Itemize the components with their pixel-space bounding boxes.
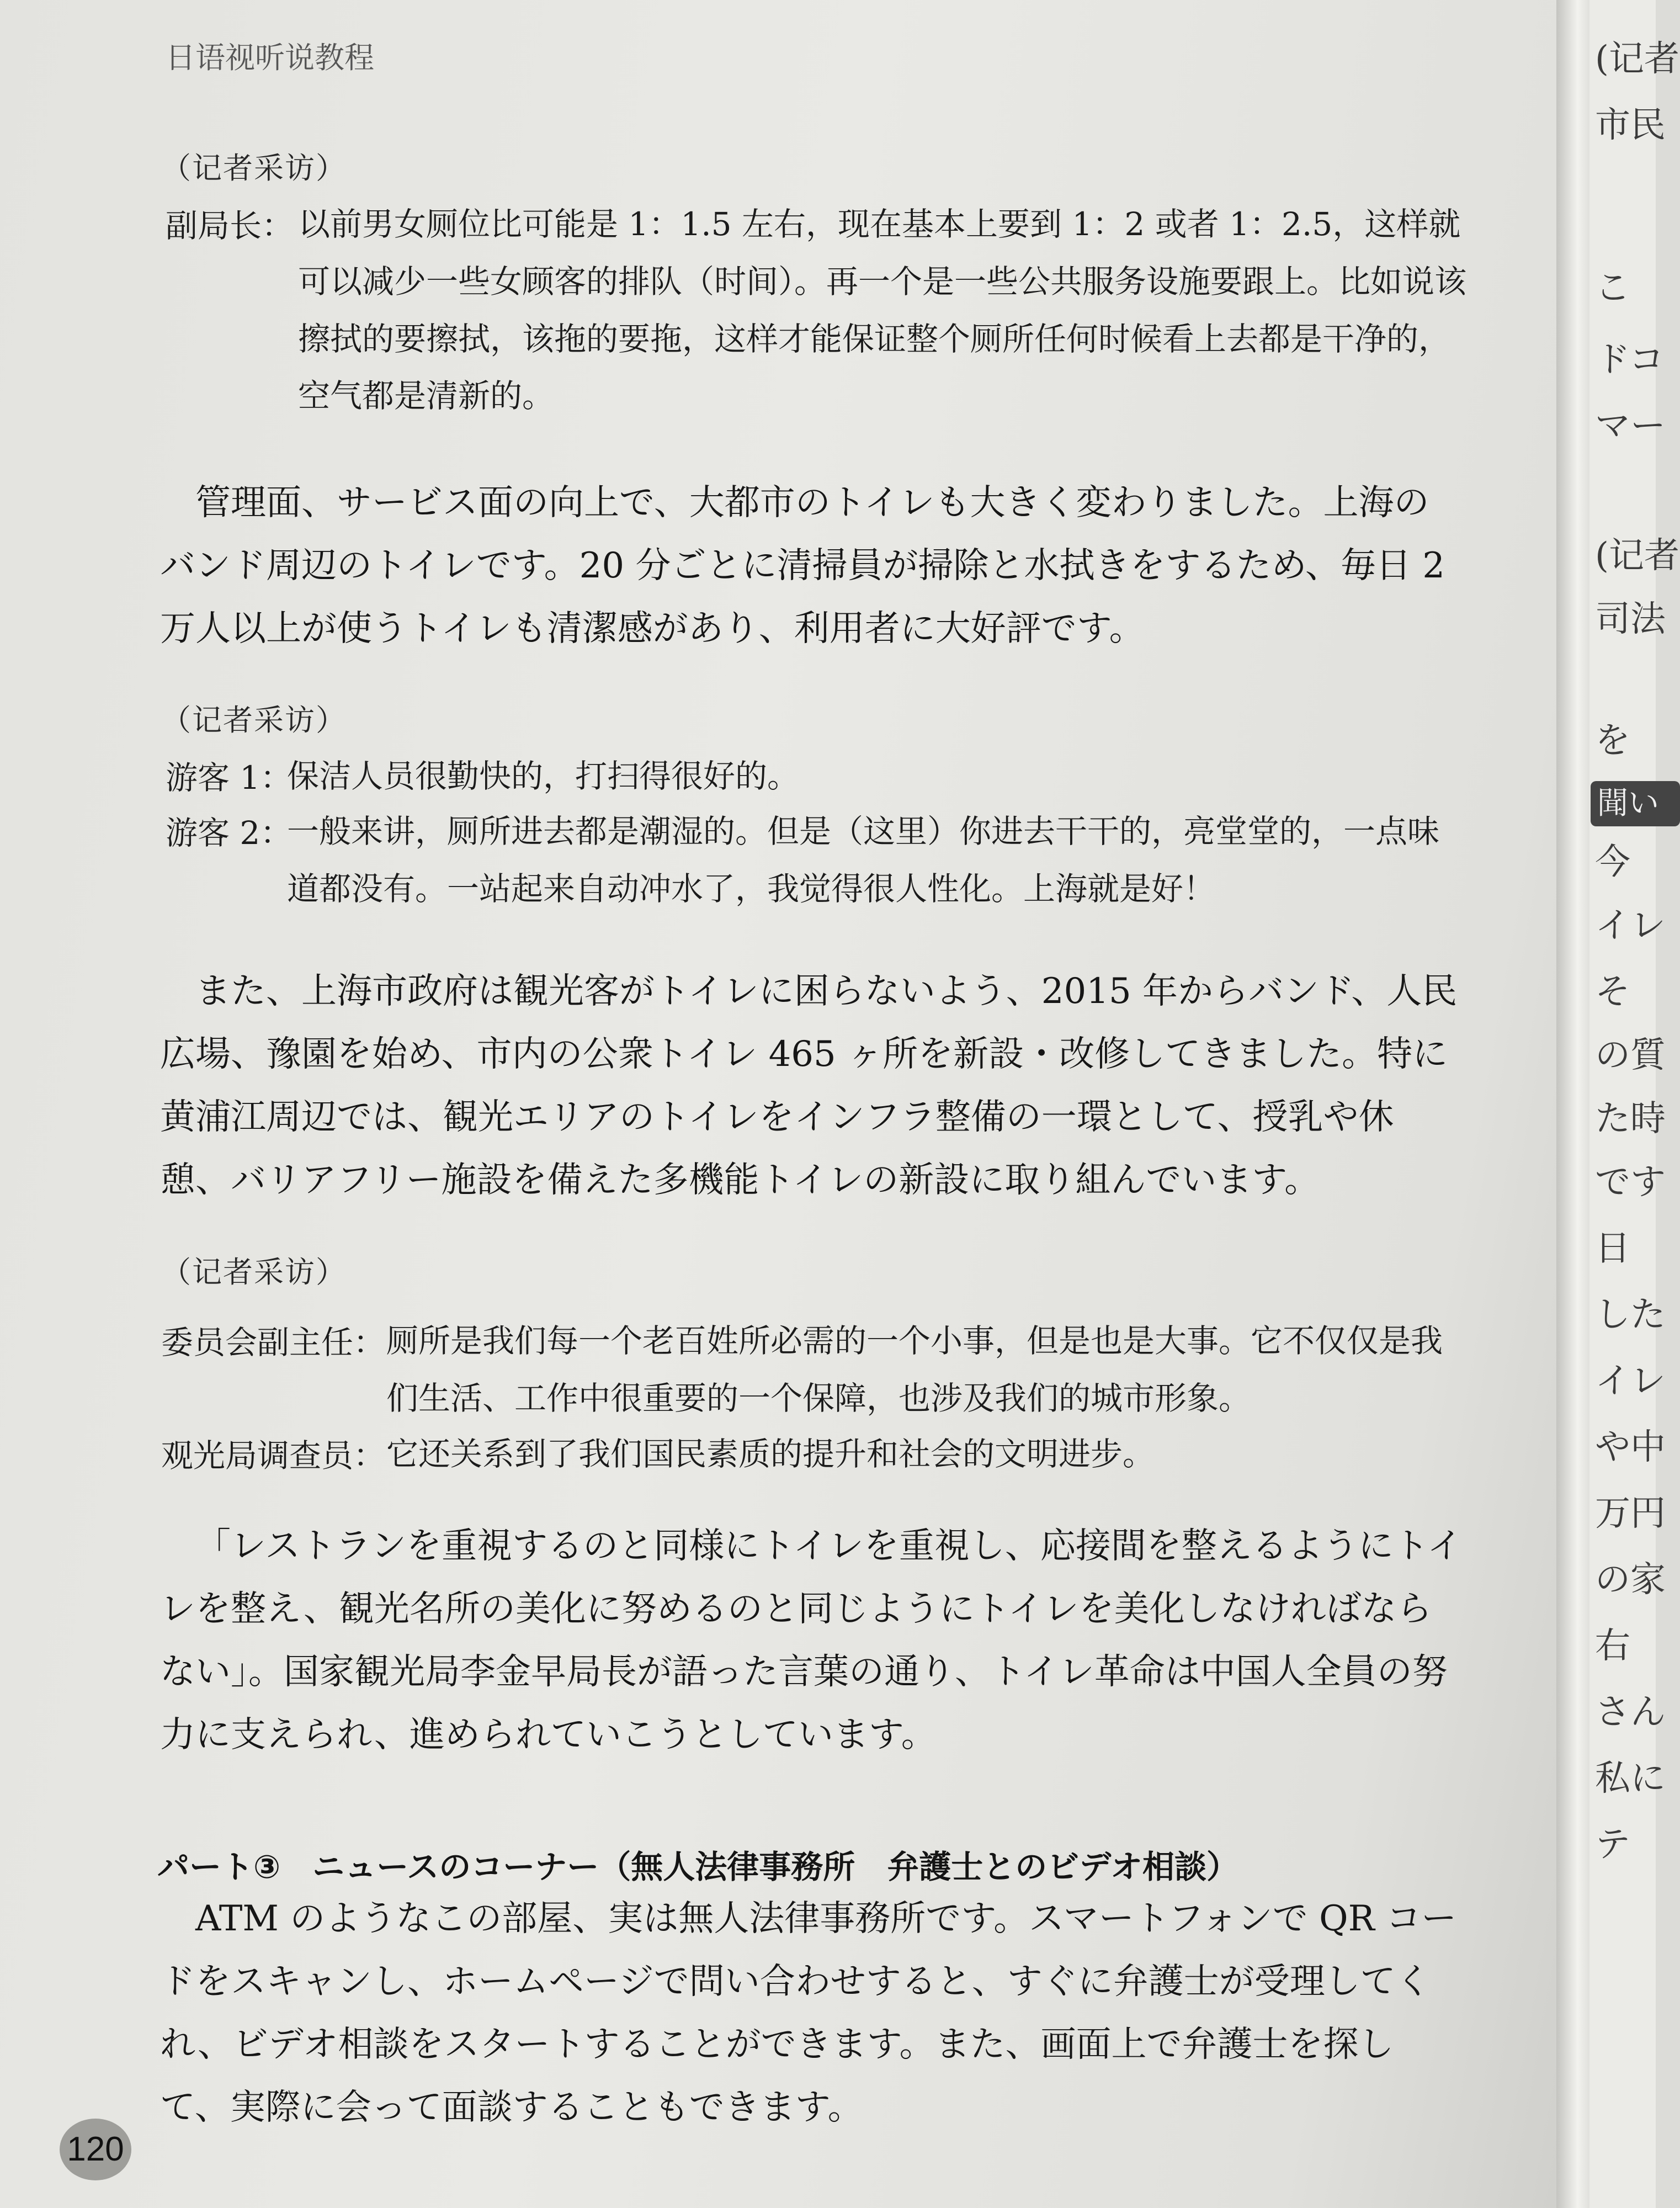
body-paragraph: ATM のようなこの部屋、実は無人法律事務所です。スマートフォンで QR コードをスキャンし、ホームページで問い合わせすると、すぐに弁護士が受理してくれ、ビデオ相談をスタートすることができます。また、画面上で弁護士を探して、実際に会って面談することもできます。 (160, 1898, 1457, 2128)
speaker-name: 观光局调查员： (161, 1437, 386, 1474)
speaker-name: 游客 2： (166, 814, 293, 852)
facing-page-fragment: テ (1595, 1824, 1630, 1865)
facing-page-fragment: (记者 (1595, 535, 1679, 576)
body-paragraph: 管理面、サービス面の向上で、大都市のトイレも大きく変わりました。上海のバンド周辺のトイレです。20 分ごとに清掃員が掃除と水拭きをするため、毎日 2 万人以上が使うトイレも清潔感があり、利用者に大好評です。 (160, 482, 1445, 649)
speaker-quote: 保洁人员很勤快的，打扫得很好的。 (287, 757, 800, 795)
facing-page-fragment: 万円 (1595, 1493, 1666, 1534)
facing-page-badge: 聞い (1591, 781, 1680, 826)
facing-page-fragment: イレ (1595, 905, 1666, 946)
facing-page-fragment: マー (1595, 406, 1666, 447)
section-heading: パート③ ニュースのコーナー（無人法律事務所 弁護士とのビデオ相談） (157, 1848, 1239, 1886)
speaker-quote: 一般来讲，厕所进去都是潮湿的。但是（这里）你进去干干的，亮堂堂的，一点味道都没有。一站起来自动冲水了，我觉得很人性化。上海就是好！ (287, 813, 1440, 907)
facing-page-fragment: の質 (1595, 1035, 1666, 1076)
facing-page-fragment: した (1595, 1294, 1666, 1335)
speaker-name: 副局长： (166, 207, 294, 245)
running-header: 日语视听说教程 (166, 40, 374, 75)
interview-label: （记者采访） (161, 1255, 347, 1289)
facing-page-fragment: です (1595, 1162, 1666, 1203)
speaker-name: 游客 1： (166, 759, 293, 797)
facing-page-fragment: 日 (1595, 1228, 1630, 1269)
facing-page-fragment: を (1595, 720, 1630, 761)
facing-page-fragment: さん (1595, 1692, 1666, 1733)
facing-page-fragment: イレ (1595, 1361, 1666, 1402)
body-paragraph: 「レストランを重視するのと同様にトイレを重視し、応接間を整えるようにトイレを整え、観光名所の美化に努めるのと同じようにトイレを美化しなければならない」。国家観光局李金早局長が語った言葉の通り、トイレ革命は中国人全員の努力に支えられ、進められていこうとしています。 (160, 1526, 1463, 1755)
interview-label: （记者采访） (161, 151, 347, 185)
facing-page-fragment: や中 (1595, 1427, 1666, 1468)
facing-page-fragment: そ (1595, 972, 1630, 1012)
facing-page-edge (1589, 0, 1679, 2208)
facing-page-fragment: ドコ (1595, 339, 1665, 380)
facing-page-fragment: 司法 (1595, 599, 1666, 640)
facing-page-fragment: 今 (1595, 842, 1630, 883)
facing-page-fragment: 右 (1595, 1626, 1630, 1666)
page-number: 120 (60, 2119, 131, 2180)
facing-page-fragment: (记者 (1595, 39, 1679, 79)
speaker-quote: 以前男女厕位比可能是 1：1.5 左右，现在基本上要到 1：2 或者 1：2.5，这样就可以减少一些女顾客的排队（时间）。再一个是一些公共服务设施要跟上。比如说该擦拭的要擦拭，该拖的要拖，这样才能保证整个厕所任何时候看上去都是干净的，空气都是清新的。 (298, 205, 1467, 415)
facing-page-fragment: の家 (1595, 1559, 1666, 1600)
speaker-quote: 厕所是我们每一个老百姓所必需的一个小事，但是也是大事。它不仅仅是我们生活、工作中很重要的一个保障，也涉及我们的城市形象。 (386, 1322, 1443, 1417)
speaker-name: 委员会副主任： (161, 1324, 386, 1361)
facing-page-fragment: こ (1595, 268, 1630, 309)
facing-page-fragment: 市民 (1595, 105, 1666, 146)
body-paragraph: また、上海市政府は観光客がトイレに困らないよう、2015 年からバンド、人民広場、豫園を始め、市内の公衆トイレ 465 ヶ所を新設・改修してきました。特に黄浦江周辺では、観光エリアのトイレをインフラ整備の一環として、授乳や休憩、バリアフリー施設を備えた多機能トイレの新設に取り組んでいます。 (160, 971, 1458, 1201)
facing-page-fragment: た時 (1595, 1098, 1666, 1139)
speaker-quote: 它还关系到了我们国民素质的提升和社会的文明进步。 (386, 1435, 1155, 1473)
interview-label: （记者采访） (161, 703, 347, 737)
facing-page-fragment: 私に (1595, 1758, 1666, 1799)
